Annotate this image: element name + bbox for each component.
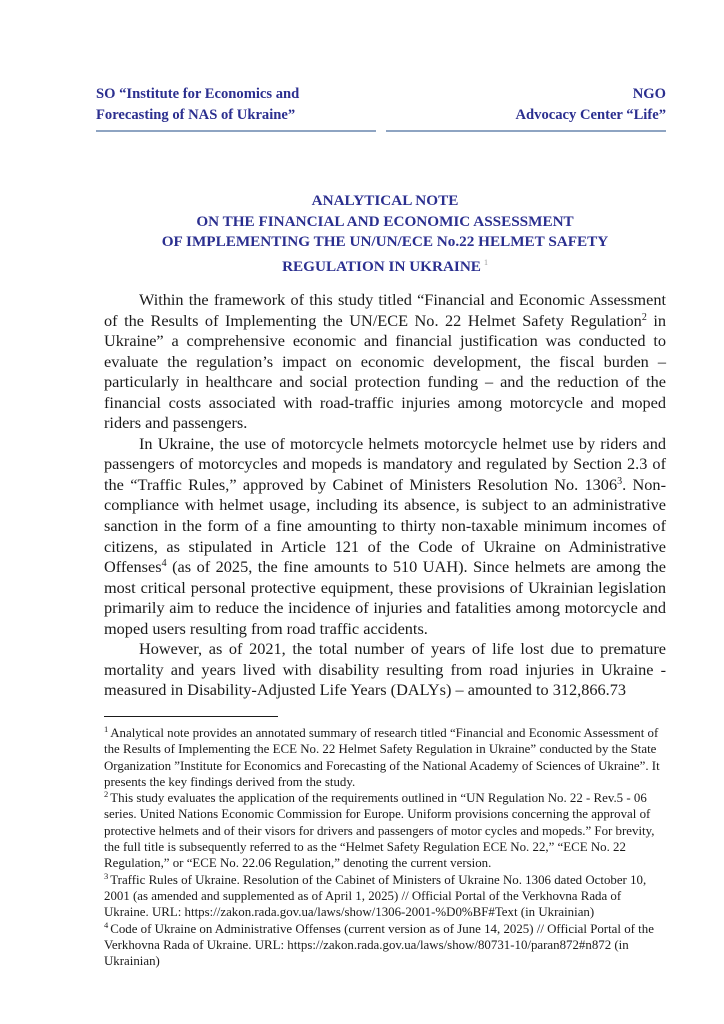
footnote-2-number: 2 — [104, 789, 109, 800]
header-left-line-2: Forecasting of NAS of Ukraine” — [96, 107, 296, 123]
paragraph-1-text-b: in Ukraine” a comprehensive economic and financial justification was conducted to evaluate the regulation’s impact on economic development, the fiscal burden – particularly in healthcare and social protection funding – and the reduction of the financial costs associated with road-traffic injuries among motorcycle and moped riders and passengers. — [104, 310, 666, 433]
footnote-2 — [104, 790, 668, 871]
footnotes — [104, 725, 668, 969]
header-right-line-2: Advocacy Center “Life” — [515, 107, 666, 123]
footnote-4-number: 4 — [104, 919, 109, 930]
title-line-4: REGULATION IN UKRAINE — [282, 258, 481, 276]
title-line-3: OF IMPLEMENTING THE UN/UN/ECE No.22 HELMET SAFETY — [161, 233, 609, 251]
footnote-ref-3[interactable]: 3 — [617, 475, 623, 487]
footnote-3 — [104, 872, 668, 921]
header-rule-right — [386, 130, 666, 132]
paragraph-2-text-b: . Non-compliance with helmet usage, including its absence, is subject to an administrative sanction in the form of a fine amounting to thirty non-taxable minimum incomes of citizens, as stipulated in Article 121 of the Code of Ukraine on Administrative Offenses — [104, 474, 666, 577]
paragraph-1 — [104, 290, 666, 434]
body-text — [104, 290, 666, 701]
header-right-org — [386, 84, 666, 126]
paragraph-1-text-a: Within the framework of this study titled “Financial and Economic Assessment of the Results of Implementing the UN/ECE No. 22 Helmet Safety Regulation — [104, 290, 666, 330]
footnote-1-number: 1 — [104, 724, 109, 734]
footnote-1 — [104, 725, 668, 790]
header-left-org — [96, 84, 386, 126]
footnote-separator — [104, 716, 278, 717]
footnote-ref-2[interactable]: 2 — [641, 311, 647, 323]
footnote-3-number: 3 — [104, 870, 109, 881]
paragraph-3: However, as of 2021, the total number of years of life lost due to premature mortality and years lived with disability resulting from road injuries in Ukraine - measured in Disability-Adjusted Life Years (DALYs) – amounted to 312,866.73 — [104, 639, 666, 700]
footnote-ref-4[interactable]: 4 — [161, 558, 167, 570]
paragraph-2-text-a: In Ukraine, the use of motorcycle helmets motorcycle helmet use by riders and passengers of motorcycles and mopeds is mandatory and regulated by Section 2.3 of the “Traffic Rules,” approved by Cabinet of Ministers Resolution No. 1306 — [104, 433, 666, 494]
title-line-2: ON THE FINANCIAL AND ECONOMIC ASSESSMENT — [196, 212, 574, 230]
document-title — [104, 191, 666, 278]
header-rule-left — [96, 130, 376, 132]
footnote-1-text: Analytical note provides an annotated summary of research titled “Financial and Economic Assessment of the Results of Implementing the ECE No. 22 Helmet Safety Regulation in Ukraine” conducted by the State Organization ”Institute for Economics and Forecasting of the National Academy of Sciences of Ukraine”. It presents the key findings derived from the study. — [104, 726, 660, 789]
title-footnote-ref[interactable]: 1 — [483, 258, 488, 268]
footnote-2-text: This study evaluates the application of the requirements outlined in “UN Regulation No. 22 - Rev.5 - 06 series. United Nations Economic Commission for Europe. Uniform provisions concerning the approval of protective helmets and of their visors for drivers and passengers of motor cycles and mopeds.” For brevity, the full title is subsequently referred to as the “Helmet Safety Regulation ECE No. 22,” “ECE No. 22 Regulation,” or “ECE No. 22.06 Regulation,” denoting the current version. — [104, 791, 655, 871]
footnote-4 — [104, 921, 668, 970]
title-line-1: ANALYTICAL NOTE — [311, 192, 459, 209]
paragraph-2 — [104, 434, 666, 639]
header-left-line-1: SO “Institute for Economics and — [96, 86, 300, 102]
paragraph-2-text-c: (as of 2025, the fine amounts to 510 UAH). Since helmets are among the most critical personal protective equipment, these provisions of Ukrainian legislation primarily aim to reduce the incidence of injuries and fatalities among motorcycle and moped users resulting from road traffic accidents. — [104, 557, 666, 638]
footnote-4-text: Code of Ukraine on Administrative Offenses (current version as of June 14, 2025) // Official Portal of the Verkhovna Rada of Ukraine. URL: https://zakon.rada.gov.ua/laws/show/80731-10/paran872#n872 (in Ukrainian) — [104, 921, 654, 969]
header-right-line-1: NGO — [632, 86, 666, 102]
title-line-4-wrap — [104, 253, 666, 278]
footnote-3-text: Traffic Rules of Ukraine. Resolution of the Cabinet of Ministers of Ukraine No. 1306 dated October 10, 2001 (as amended and supplemented as of April 1, 2025) // Official Portal of the Verkhovna Rada of Ukraine. URL: https://zakon.rada.gov.ua/laws/show/1306-2001-%D0%BF#Text (in Ukrainian) — [104, 872, 647, 920]
